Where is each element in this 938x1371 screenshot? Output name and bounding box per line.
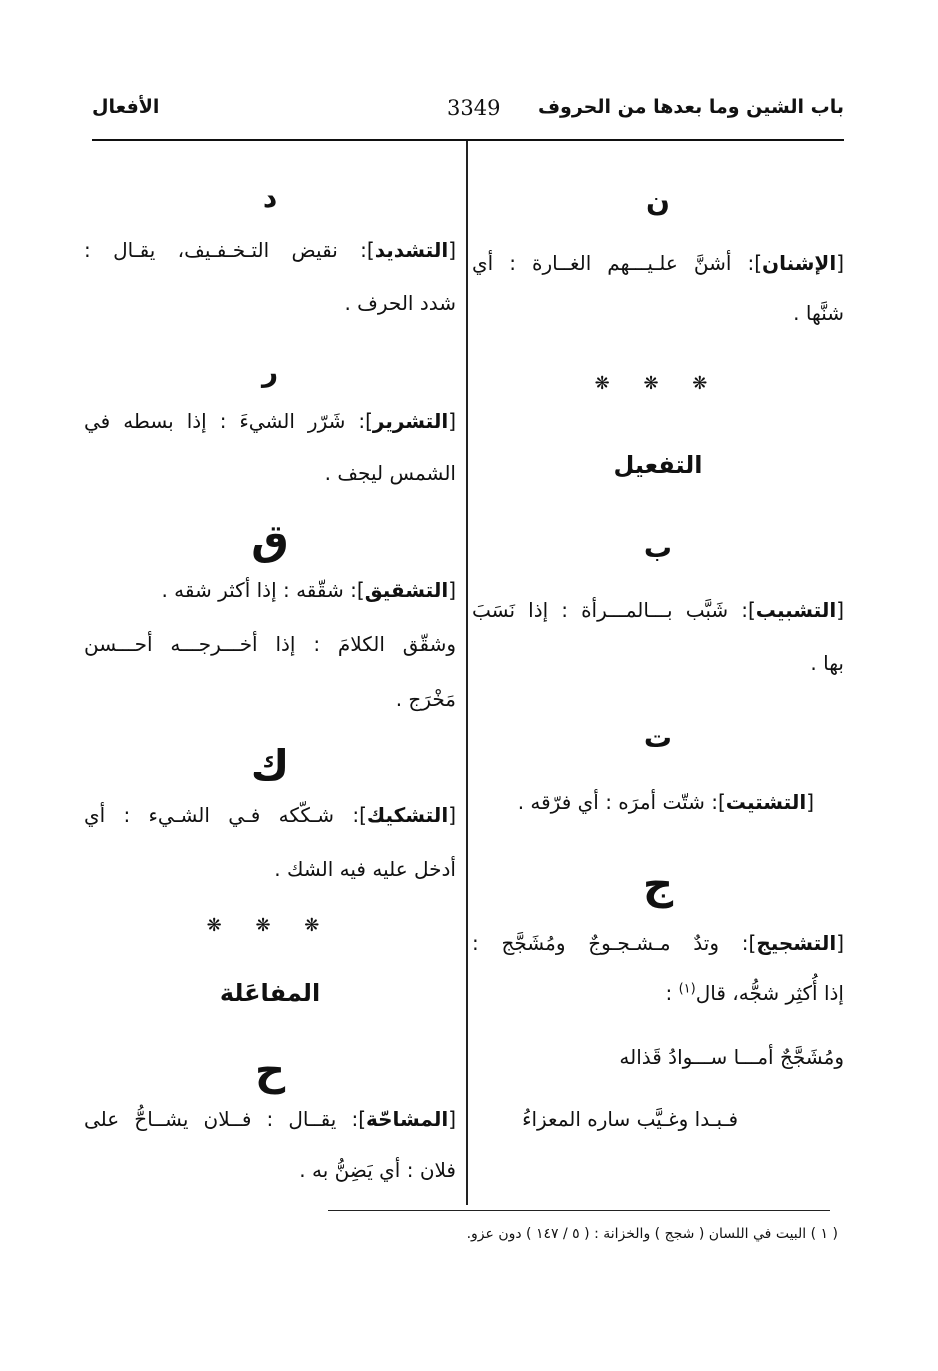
entry-tashbib-line2: بها .	[810, 651, 844, 675]
letter-heading-kaf: ك	[250, 741, 290, 790]
letter-heading-dal: د	[262, 181, 278, 214]
entry-term: التشكيك	[366, 803, 449, 827]
header-rule	[92, 139, 844, 141]
entry-tashdid-line2: شدد الحرف .	[344, 291, 456, 315]
entry-tashqiq-line1: [التشقيق]: شقّقه : إذا أكثر شقه .	[161, 578, 456, 602]
entry-tashrir-line1: [التشرير]: شَرّر الشيءَ : إذا بسطه في	[84, 409, 456, 433]
verse-line-1: ومُشَجَّجٌ أمـــا ســـوادُ قَذاله	[619, 1045, 844, 1069]
section-name: الأفعال	[92, 96, 160, 118]
entry-term: الإشنان	[762, 251, 837, 275]
entry-term: التشجيج	[756, 931, 837, 955]
entry-term: التشتيت	[725, 790, 807, 814]
footnote-ref: (١)	[678, 981, 696, 997]
section-title-mufaala: المفاعَلة	[219, 979, 321, 1007]
verse-line-2: فـبـدا وغـيَّب ساره المعزاءُ	[522, 1107, 738, 1131]
entry-tashkik-line1: [التشكيك]: شـكّكه فـي الشـيء : أي	[84, 803, 456, 827]
entry-term: التشبيب	[755, 598, 837, 622]
entry-term: التشقيق	[364, 578, 449, 602]
entry-tashqiq-line3: مَخْرَج .	[395, 687, 456, 711]
section-divider-stars: ❋ ❋ ❋	[594, 373, 722, 394]
letter-heading-qaf: ق	[251, 515, 289, 564]
entry-tashjij-line2: إذا أُكثِر شجُّه، قال$^{(١)}$ :	[665, 981, 844, 1005]
section-title-tafil: التفعيل	[613, 451, 703, 479]
letter-heading-ra: ر	[261, 355, 279, 388]
chapter-title: باب الشين وما بعدها من الحروف	[537, 96, 844, 118]
letter-heading-ta: ت	[643, 721, 673, 754]
letter-heading-ba: ب	[643, 531, 673, 564]
entry-mushahha-line2: فلان : أي يَضِنُّ به .	[299, 1158, 456, 1182]
footnote-rule	[328, 1210, 830, 1211]
footnote: ( ١ ) البيت في اللسان ( شجج ) والخزانة : ( ٥ / ١٤٧ ) دون عزو.	[466, 1226, 838, 1242]
entry-tashqiq-line2: وشقّق الكلامَ : إذا أخـــرجـــه أحـــسن	[84, 632, 456, 656]
entry-term: التشرير	[372, 409, 449, 433]
page-number: 3349	[447, 96, 501, 120]
column-divider	[466, 141, 468, 1205]
entry-term: التشديد	[374, 238, 449, 262]
entry-tashrir-line2: الشمس ليجف .	[324, 461, 456, 485]
entry-tashjij-line1: [التشجيج]: وتدٌ مـشـجـوجٌ ومُشَجَّج :	[472, 931, 844, 955]
entry-tashtit-line1: [التشتيت]: شتّت أمرَه : أي فرّقه .	[517, 790, 814, 814]
entry-tashdid-line1: [التشديد]: نقيض التـخـفـيف، يقـال :	[84, 238, 456, 262]
entry-ishnan-line1: [الإشنان]: أشنَّ علـيـــهم الغــارة : أي	[472, 251, 844, 275]
entry-mushahha-line1: [المشاحّة]: يقــال : فــلان يشــاحُّ على	[84, 1107, 456, 1131]
page-header	[92, 96, 844, 136]
letter-heading-jim: ج	[642, 859, 674, 908]
section-divider-stars: ❋ ❋ ❋	[206, 915, 334, 936]
letter-heading-nun: ن	[646, 185, 670, 218]
letter-heading-ha: ح	[254, 1045, 286, 1094]
entry-ishnan-line2: شنَّها .	[793, 301, 844, 325]
entry-tashbib-line1: [التشبيب]: شَبَّب بـــالمـــرأة : إذا نَسَبَ	[472, 598, 844, 622]
entry-term: المشاحّة	[366, 1107, 449, 1131]
entry-tashkik-line2: أدخل عليه فيه الشك .	[274, 857, 456, 881]
